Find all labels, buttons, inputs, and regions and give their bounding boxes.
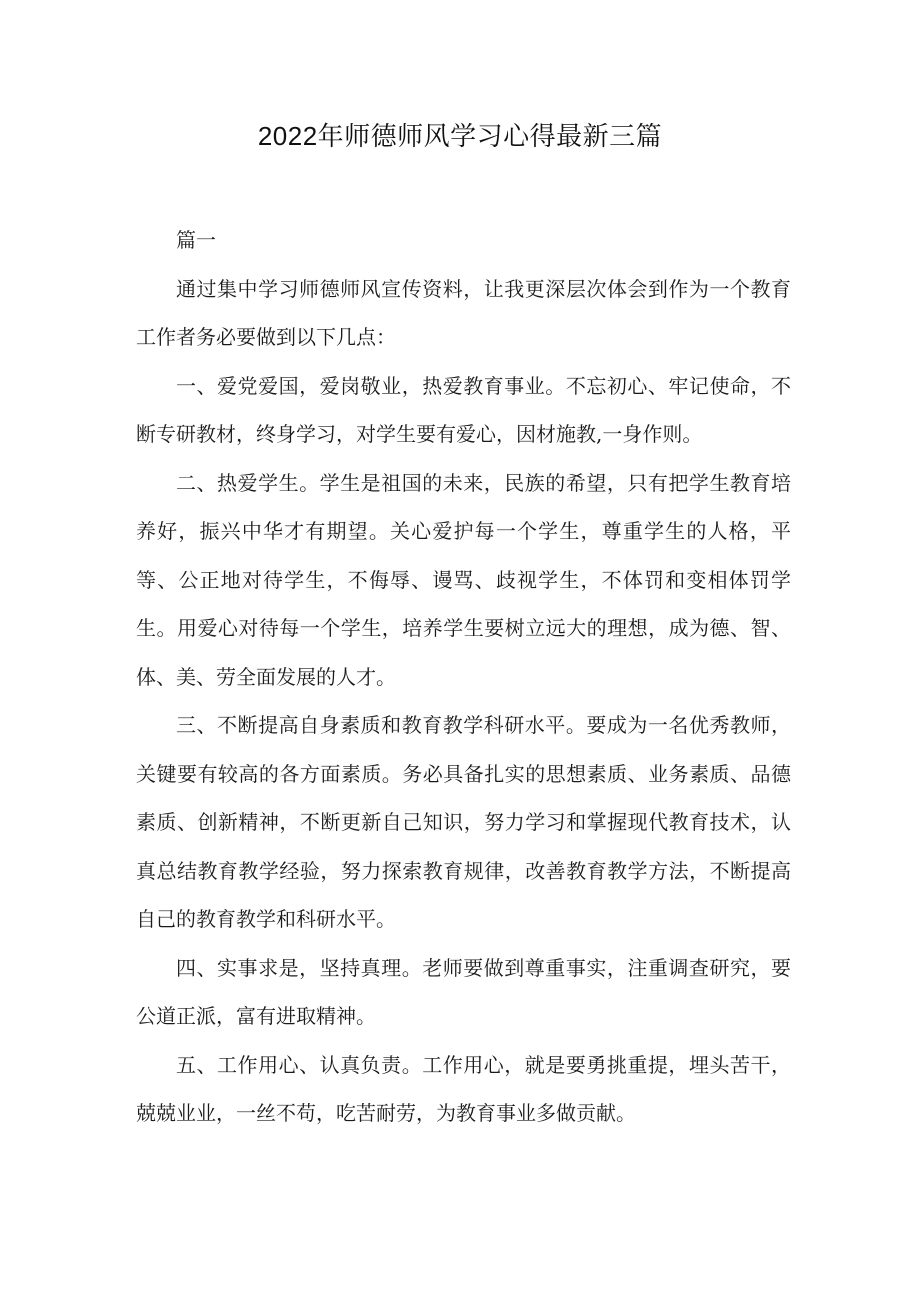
paragraph-point-5: 五、工作用心、认真负责。工作用心，就是要勇挑重提，埋头苦干，兢兢业业，一丝不苟，吃苦耐劳，为教育事业多做贡献。 <box>136 1052 791 1125</box>
paragraph-point-3: 三、不断提高自身素质和教育教学科研水平。要成为一名优秀教师，关键要有较高的各方面素质。务必具备扎实的思想素质、业务素质、品德素质、创新精神，不断更新自己知识，努力学习和掌握现代教育技术，认真总结教育教学经验，努力探索教育规律，改善教育教学方法，不断提高自己的教育教学和科研水平。 <box>136 713 791 931</box>
section-heading: 篇一 <box>176 228 216 252</box>
document-body <box>136 216 791 1138</box>
paragraph-intro: 通过集中学习师德师风宣传资料，让我更深层次体会到作为一个教育工作者务必要做到以下几点： <box>136 276 791 349</box>
paragraph-point-4: 四、实事求是，坚持真理。老师要做到尊重事实，注重调查研究，要公道正派，富有进取精神。 <box>136 955 791 1028</box>
paragraph-point-1: 一、爱党爱国，爱岗敬业，热爱教育事业。不忘初心、牢记使命，不断专研教材，终身学习，对学生要有爱心，因材施教,一身作则。 <box>136 373 791 446</box>
paragraph-point-2: 二、热爱学生。学生是祖国的未来，民族的希望，只有把学生教育培养好，振兴中华才有期望。关心爱护每一个学生，尊重学生的人格，平等、公正地对待学生，不侮辱、谩骂、歧视学生，不体罚和变相体罚学生。用爱心对待每一个学生，培养学生要树立远大的理想，成为德、智、体、美、劳全面发展的人才。 <box>136 470 791 689</box>
document-title: 2022年师德师风学习心得最新三篇 <box>257 121 663 151</box>
